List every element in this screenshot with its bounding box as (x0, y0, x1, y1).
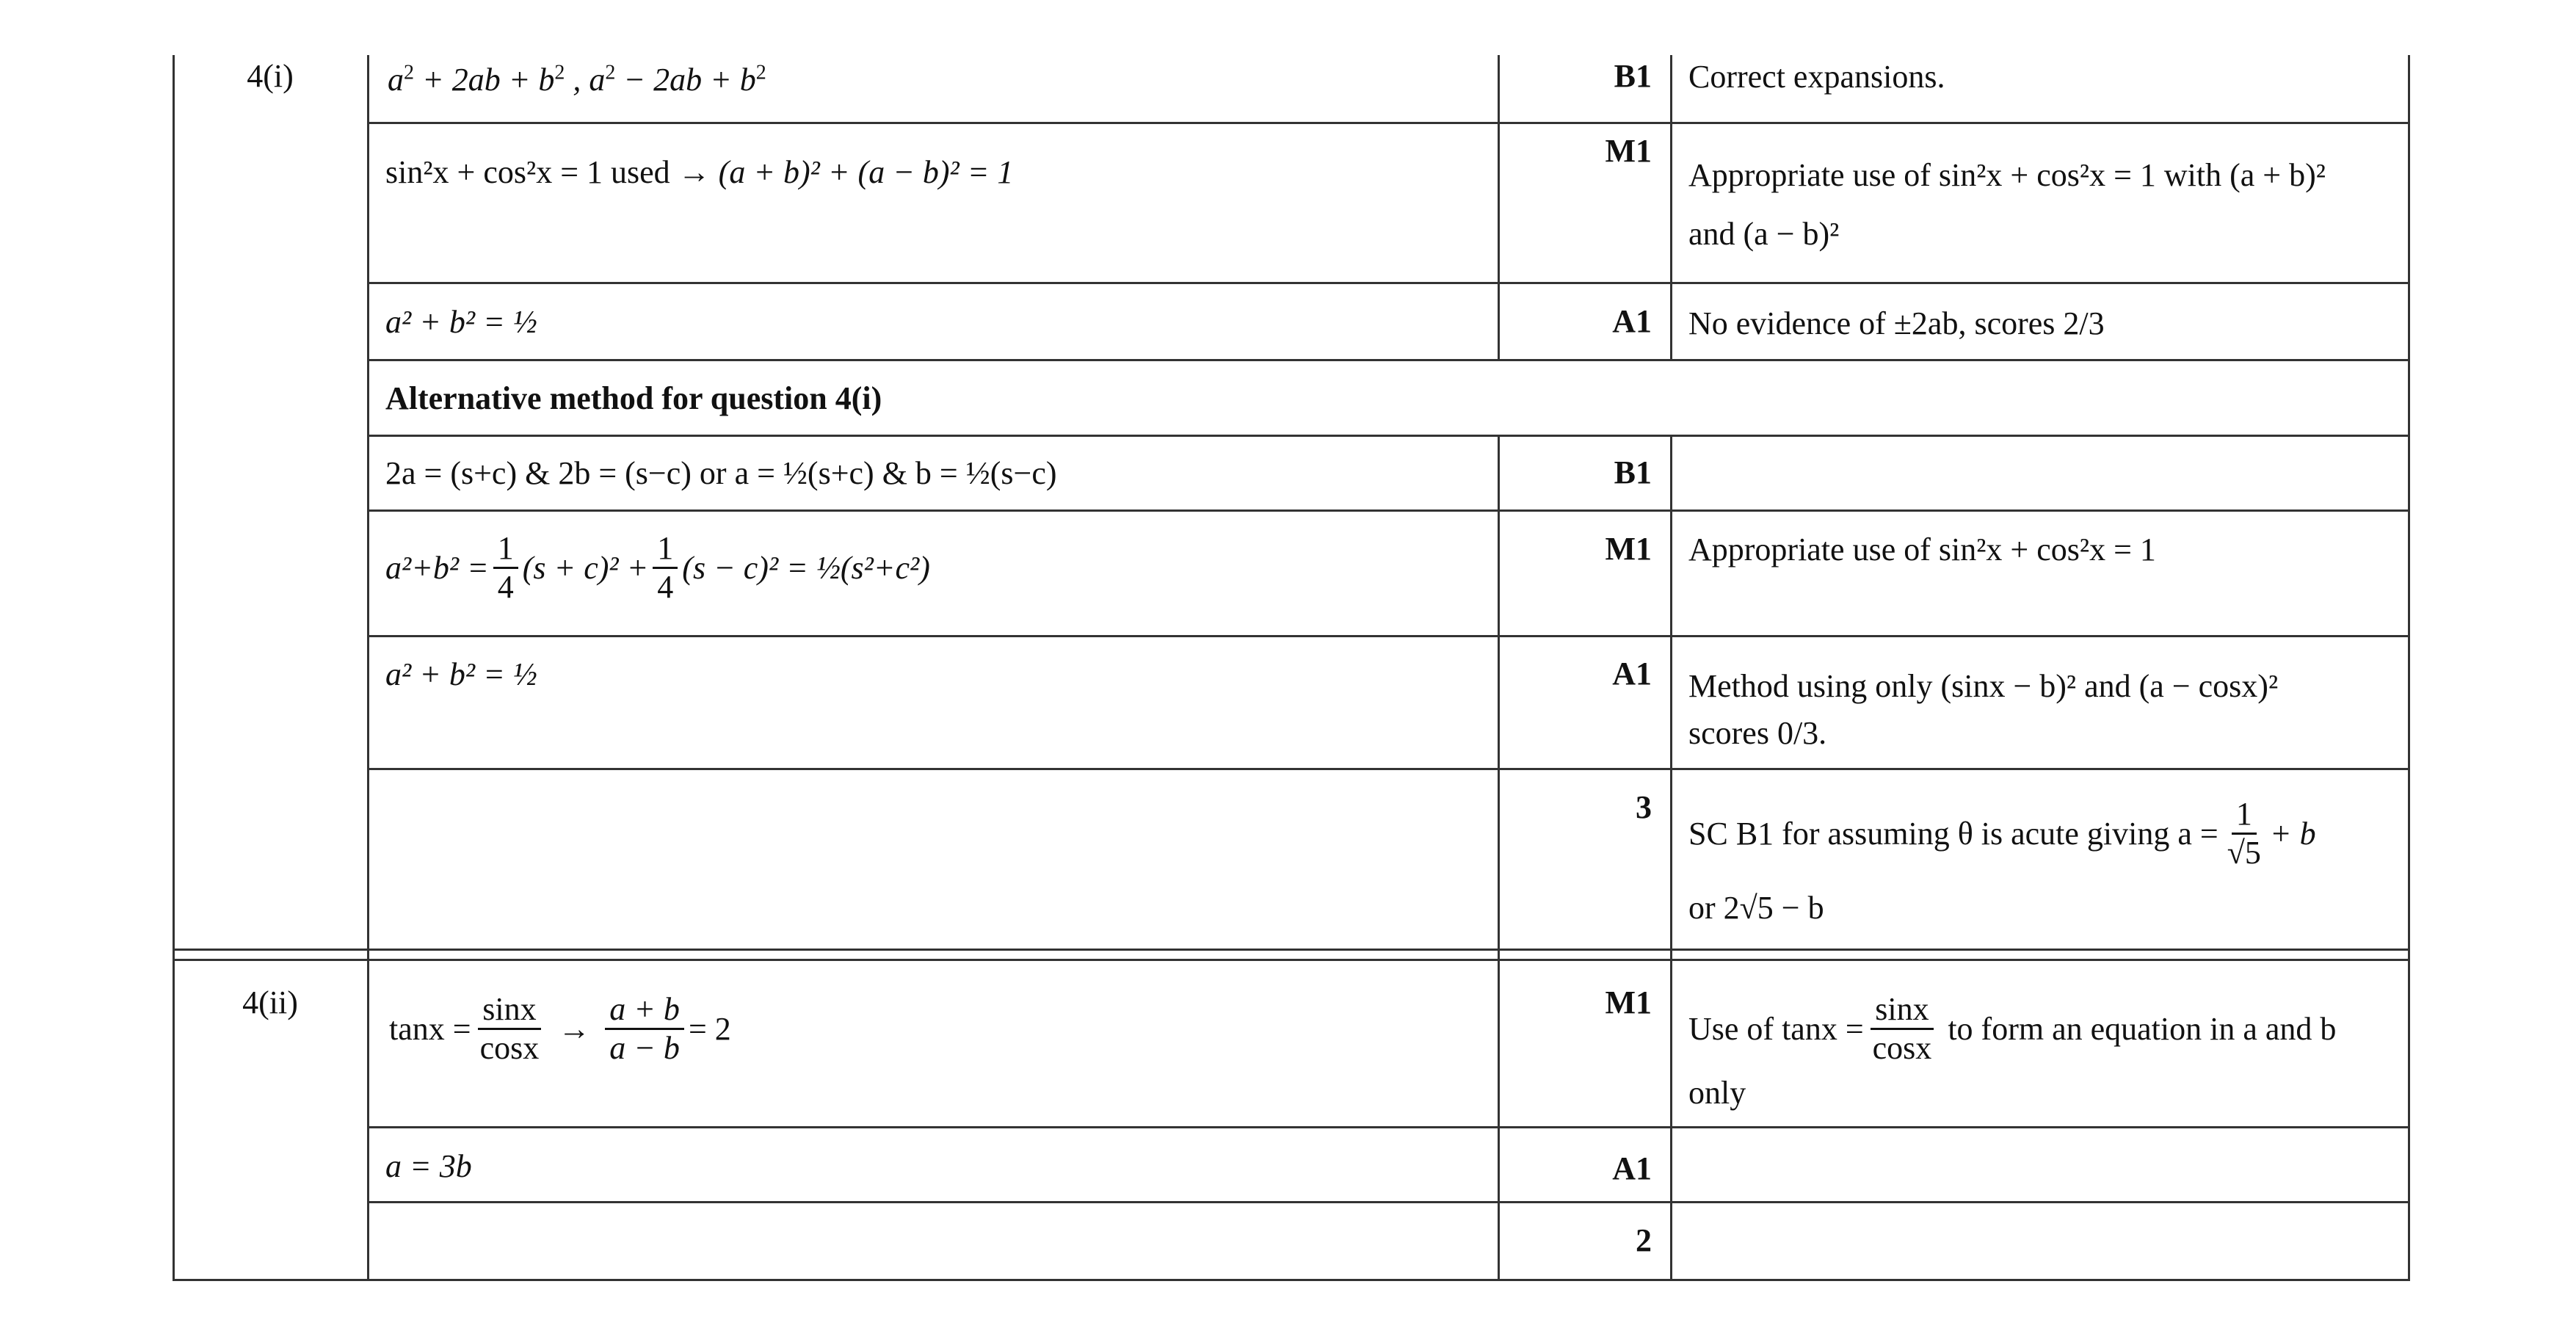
column-divider-marks (1498, 436, 1500, 1281)
fraction: $\frac{1}{√5}$ (2227, 796, 2261, 871)
row-divider (367, 1201, 2410, 1203)
fraction: $\frac{a + b}{a - b}$ (605, 991, 684, 1067)
table-right-border (2408, 55, 2410, 1281)
column-divider-question (367, 55, 369, 1281)
working-fraction-sum: a²+b² = $\frac{1}{4}$ (s + c)² + $\frac{1}{4}$ (s − c)² = ½(s²+c²) (385, 530, 930, 605)
working-result: a² + b² = ½ (385, 304, 537, 340)
guidance-text: Appropriate use of sin²x + cos²x = 1 (1688, 532, 2156, 567)
mark-a1: A1 (1612, 303, 1652, 339)
working-expansions: $a^2 + 2ab + b^2$ , $a^2 - 2ab + b^2$ (388, 61, 766, 98)
mark-total: 3 (1636, 789, 1652, 825)
row-divider (367, 435, 2410, 437)
guidance-tangent: Use of tanx = $\frac{\sin x}{\cos x}$ to form an equation in a and b (1688, 991, 2337, 1066)
section-divider (173, 959, 2410, 961)
row-divider (367, 768, 2410, 770)
fraction: $\frac{\sin x}{\cos x}$ (476, 991, 544, 1067)
guidance-text: Appropriate use of sin²x + cos²x = 1 with (a + b)² (1688, 157, 2326, 193)
section-divider (173, 949, 2410, 951)
column-divider-guidance (1670, 436, 1672, 1281)
table-bottom-border (173, 1279, 2410, 1281)
mark-a1: A1 (1612, 656, 1652, 692)
guidance-text: and (a − b)² (1688, 216, 1840, 252)
guidance-special-case: SC B1 for assuming θ is acute giving a = $\frac{1}{√5}$ + b (1688, 796, 2316, 871)
guidance-text: only (1688, 1075, 1746, 1111)
row-divider (367, 509, 2410, 512)
row-divider (367, 282, 2410, 284)
question-number: 4(ii) (242, 984, 298, 1020)
row-divider (367, 1126, 2410, 1128)
row-divider (367, 635, 2410, 637)
mark-m1: M1 (1605, 984, 1652, 1020)
column-divider-guidance (1670, 55, 1672, 360)
guidance-text: Method using only (sinx − b)² and (a − cosx)² (1688, 668, 2279, 704)
guidance-text: scores 0/3. (1688, 715, 1827, 751)
fraction: $\frac{\sin x}{\cos x}$ (1868, 991, 1937, 1067)
working-result: a² + b² = ½ (385, 656, 537, 692)
guidance-text: No evidence of ±2ab, scores 2/3 (1688, 305, 2105, 341)
fraction: $\frac{1}{4}$ (493, 530, 518, 606)
mark-b1: B1 (1614, 454, 1652, 490)
guidance-text: Correct expansions. (1688, 59, 1945, 95)
guidance-text: or 2√5 − b (1688, 890, 1824, 926)
column-divider-marks (1498, 55, 1500, 360)
mark-total: 2 (1636, 1222, 1652, 1258)
table-left-border (173, 55, 175, 1281)
question-number: 4(i) (247, 58, 294, 94)
mark-m1: M1 (1605, 531, 1652, 567)
working-result: a = 3b (385, 1148, 472, 1184)
row-divider (367, 359, 2410, 361)
working-tangent: tanx = $\frac{\sin x}{\cos x}$ → $\frac{a + b}{a - b}$ = 2 (389, 991, 731, 1066)
mark-b1: B1 (1614, 58, 1652, 94)
row-divider (367, 122, 2410, 124)
mark-a1: A1 (1612, 1150, 1652, 1186)
alternative-method-heading: Alternative method for question 4(i) (385, 380, 882, 416)
fraction: $\frac{1}{4}$ (653, 530, 678, 606)
mark-m1: M1 (1605, 133, 1652, 169)
working-identity: sin²x + cos²x = 1 used → (a + b)² + (a − b)² = 1 (385, 154, 1014, 190)
working-alternative: 2a = (s+c) & 2b = (s−c) or a = ½(s+c) & b = ½(s−c) (385, 455, 1057, 491)
